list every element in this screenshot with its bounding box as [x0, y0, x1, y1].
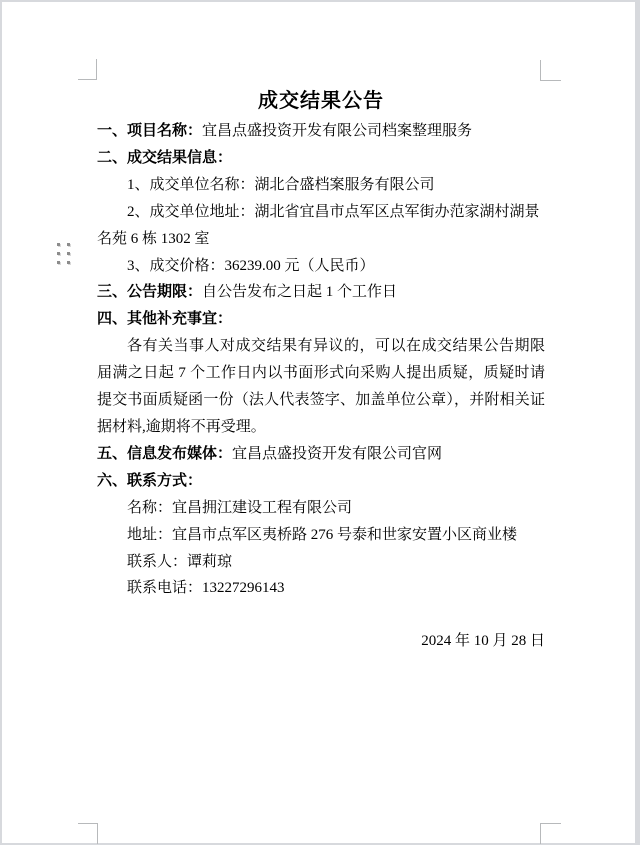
result-item-price: 3、成交价格：36239.00 元（人民币）: [127, 257, 375, 274]
result-item-winner-address: 2、成交单位地址：湖北省宜昌市点军区点军街办范家湖村湖景名苑 6 栋 1302 室: [97, 203, 540, 247]
section-6-contact: [97, 468, 545, 495]
section-5-publish-media: [97, 441, 545, 468]
contact-item-phone: 联系电话：13227296143: [127, 580, 285, 597]
section-2-result-info: [97, 145, 545, 172]
section-3-value: 自公告发布之日起 1 个工作日: [202, 284, 398, 301]
document-title: 成交结果公告: [258, 90, 384, 112]
crop-mark-bottom-left: [78, 823, 98, 844]
section-1-label: 一、项目名称：: [97, 123, 203, 139]
section-3-announcement-period: [97, 279, 545, 306]
section-1-project-name: [97, 118, 545, 145]
section-5-label: 五、信息发布媒体：: [97, 445, 233, 462]
section-4-supplementary: [97, 306, 545, 333]
section-5-value: 宜昌点盛投资开发有限公司官网: [232, 445, 443, 462]
drag-handle-dots-icon[interactable]: [57, 243, 71, 265]
section-1-value: 宜昌点盛投资开发有限公司档案整理服务: [202, 123, 473, 139]
contact-item-person: 联系人：谭莉琼: [127, 553, 233, 570]
section-4-label: 四、其他补充事宜：: [97, 311, 233, 328]
crop-mark-top-left: [78, 59, 97, 80]
crop-mark-top-right: [540, 60, 561, 81]
crop-mark-bottom-right: [540, 823, 561, 844]
section-6-label: 六、联系方式：: [97, 472, 203, 489]
contact-item-name: 名称：宜昌拥江建设工程有限公司: [127, 499, 353, 516]
result-item-winner-name: 1、成交单位名称：湖北合盛档案服务有限公司: [127, 176, 435, 193]
supplementary-paragraph: 各有关当事人对成交结果有异议的，可以在成交结果公告期限届满之日起 7 个工作日内以书面形式向采购人提出质疑，质疑时请提交书面质疑函一份（法人代表签字、加盖单位公章），并附相关证据材料,逾期将不再受理。: [97, 338, 545, 435]
contact-item-address: 地址：宜昌市点军区夷桥路 276 号泰和世家安置小区商业楼: [127, 526, 518, 543]
document-page[interactable]: [2, 2, 635, 843]
section-2-label: 二、成交结果信息：: [97, 149, 233, 166]
document-date: 2024 年 10 月 28 日: [421, 633, 545, 650]
document-body: [97, 86, 545, 655]
section-3-label: 三、公告期限：: [97, 284, 203, 301]
